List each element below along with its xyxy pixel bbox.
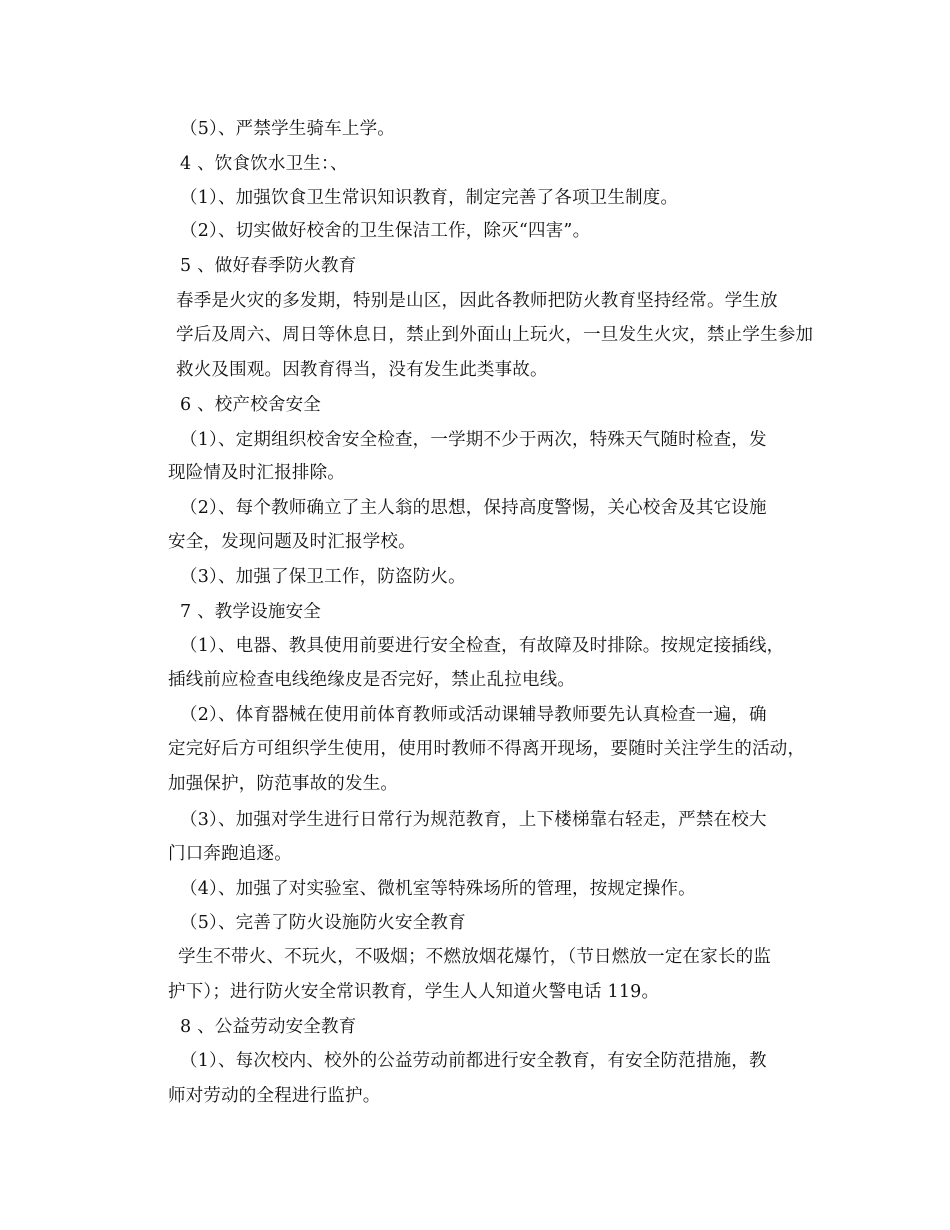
text-line: （4）、加强了对实验室、微机室等特殊场所的管理，按规定操作。 xyxy=(180,879,696,899)
text-line: （5）、严禁学生骑车上学。 xyxy=(180,119,395,139)
text-line: 学生不带火、不玩火，不吸烟；不燃放烟花爆竹，（节日燃放一定在家长的监 xyxy=(178,947,772,967)
text-line: 救火及围观。因教育得当，没有发生此类事故。 xyxy=(176,360,548,380)
section-heading: 6 、校产校舍安全 xyxy=(180,395,321,415)
section-heading: 5 、做好春季防火教育 xyxy=(180,256,357,276)
text-line: 门口奔跑追逐。 xyxy=(168,844,292,864)
text-line: （1）、电器、教具使用前要进行安全检查，有故障及时排除。按规定接插线， xyxy=(180,636,785,656)
text-line: （1）、加强饮食卫生常识知识教育，制定完善了各项卫生制度。 xyxy=(180,188,679,208)
text-line: （2）、每个教师确立了主人翁的思想，保持高度警惕，关心校舍及其它设施 xyxy=(180,498,767,518)
text-line: 学后及周六、周日等休息日，禁止到外面山上玩火，一旦发生火灾，禁止学生参加 xyxy=(176,325,814,345)
section-heading: 8 、公益劳动安全教育 xyxy=(180,1017,357,1037)
text-line: 护下）；进行防火安全常识教育，学生人人知道火警电话 119。 xyxy=(168,982,660,1002)
text-line: 师对劳动的全程进行监护。 xyxy=(168,1086,381,1106)
section-heading: 7 、教学设施安全 xyxy=(180,602,321,622)
text-line: （5）、完善了防火设施防火安全教育 xyxy=(180,913,466,933)
section-heading: 4 、饮食饮水卫生：、 xyxy=(180,154,348,174)
text-line: （1）、定期组织校舍安全检查，一学期不少于两次，特殊天气随时检查，发 xyxy=(180,430,767,450)
text-line: 春季是火灾的多发期，特别是山区，因此各教师把防火教育坚持经常。学生放 xyxy=(176,291,778,311)
text-line: （3）、加强对学生进行日常行为规范教育，上下楼梯靠右轻走，严禁在校大 xyxy=(180,810,767,830)
text-line: （3）、加强了保卫工作，防盗防火。 xyxy=(180,567,466,587)
text-line: （2）、切实做好校舍的卫生保洁工作，除灭“四害”。 xyxy=(180,221,591,241)
text-line: 安全，发现问题及时汇报学校。 xyxy=(168,532,416,552)
text-line: 加强保护，防范事故的发生。 xyxy=(168,774,399,794)
text-line: 现险情及时汇报排除。 xyxy=(168,463,345,483)
text-line: 定完好后方可组织学生使用，使用时教师不得离开现场，要随时关注学生的活动， xyxy=(168,739,806,759)
text-line: 插线前应检查电线绝缘皮是否完好，禁止乱拉电线。 xyxy=(168,670,576,690)
text-line: （2）、体育器械在使用前体育教师或活动课辅导教师要先认真检查一遍，确 xyxy=(180,705,767,725)
text-line: （1）、每次校内、校外的公益劳动前都进行安全教育，有安全防范措施，教 xyxy=(180,1051,767,1071)
